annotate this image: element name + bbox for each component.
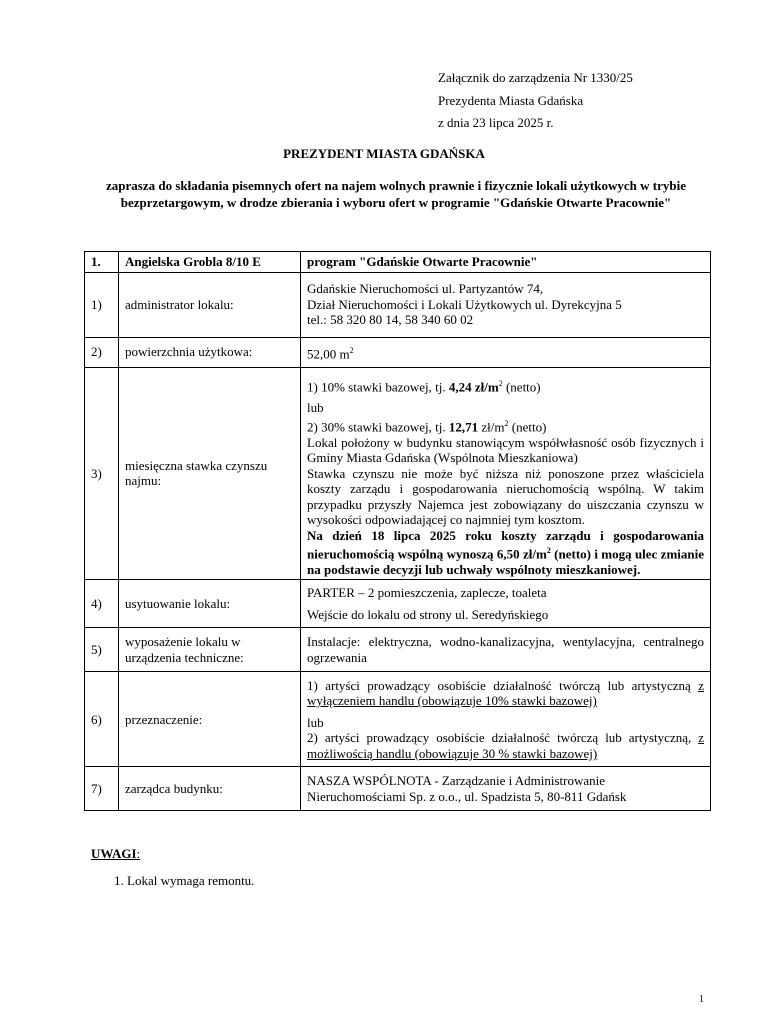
area-superscript: 2 — [349, 345, 354, 355]
table-row — [85, 367, 711, 580]
rate-option-1-text: 1) 10% stawki bazowej, tj. — [307, 378, 449, 394]
management-costs-pre: Na dzień 18 lipca 2025 roku koszty zarządu i gospodarowania nieruchomością wspólną wynoszą 6,50 zł/m — [307, 527, 704, 562]
administrator-value — [301, 272, 711, 337]
header-line-3: z dnia 23 lipca 2025 r. — [438, 115, 554, 130]
program-name: program "Gdańskie Otwarte Pracownie" — [301, 252, 711, 273]
row-label: powierzchnia użytkowa: — [119, 337, 301, 367]
building-ownership-text: Lokal położony w budynku stanowiącym współwłasność osób fizycznych i Gminy Miasta Gdańska (Wspólnota Mieszkaniowa) — [307, 434, 704, 466]
header-line-2: Prezydenta Miasta Gdańska — [438, 92, 584, 108]
rate-option-2-unit: zł/m — [478, 419, 505, 435]
row-label: zarządca budynku: — [119, 767, 301, 811]
rent-minimum-text: Stawka czynszu nie może być niższa niż ponoszone przez właściciela koszty zarządu i gospodarowania nieruchomością wspólną. W takim przypadku przyszły Najemca jest zobowiązany do uiszczania czynszu w wysokości odpowiadającej co najmniej tym kosztom. — [307, 465, 704, 528]
row-number: 2) — [85, 337, 119, 367]
purpose-option-1-text: 1) artyści prowadzący osobiście działalność twórczą lub artystyczną — [307, 677, 699, 693]
area-text: 52,00 m — [307, 345, 350, 361]
rent-rate-value — [301, 367, 711, 580]
table-row — [85, 672, 711, 767]
table-row — [85, 767, 711, 811]
purpose-value — [301, 672, 711, 767]
row-number: 3) — [85, 367, 119, 580]
rate-or: lub — [307, 400, 324, 416]
premises-number: 1. — [85, 252, 119, 273]
notes-heading — [91, 846, 140, 862]
building-manager-value: NASZA WSPÓLNOTA - Zarządzanie i Administrowanie Nieruchomościami Sp. z o.o., ul. Spadzista 5, 80-811 Gdańsk — [301, 767, 711, 811]
rate-option-2-sup: 2 — [504, 418, 509, 428]
administrator-line: tel.: 58 320 80 14, 58 340 60 02 — [307, 312, 474, 328]
attachment-header — [438, 67, 633, 135]
notes-heading-colon: : — [136, 846, 141, 861]
list-item: 1. Lokal wymaga remontu. — [114, 873, 255, 888]
purpose-option-2 — [307, 730, 704, 761]
purpose-option-2-condition: z możliwością handlu (obowiązuje 30 % stawki bazowej) — [307, 730, 704, 761]
notes-heading-text: UWAGI — [91, 846, 137, 861]
row-label: administrator lokalu: — [119, 272, 301, 337]
purpose-option-1-condition: z wyłączeniem handlu (obowiązuje 10% stawki bazowej) — [307, 677, 704, 709]
table-row — [85, 628, 711, 672]
row-label: usytuowanie lokalu: — [119, 580, 301, 628]
row-label: miesięczna stawka czynszu najmu: — [119, 367, 301, 580]
row-label: wyposażenie lokalu w urządzenia techniczne: — [119, 628, 301, 672]
administrator-line: Dział Nieruchomości i Lokali Użytkowych ul. Dyrekcyjna 5 — [307, 296, 622, 312]
rate-option-1-unit: zł/m — [471, 378, 499, 394]
purpose-or: lub — [307, 714, 324, 730]
row-number: 6) — [85, 672, 119, 767]
row-number: 7) — [85, 767, 119, 811]
row-number: 1) — [85, 272, 119, 337]
equipment-value: Instalacje: elektryczna, wodno-kanalizacyjna, wentylacyjna, centralnego ogrzewania — [301, 628, 711, 672]
rate-option-2 — [307, 416, 704, 435]
management-costs-text — [307, 528, 704, 578]
area-value — [301, 337, 711, 367]
rate-option-1-value: 4,24 — [448, 378, 472, 394]
table-row — [85, 337, 711, 367]
table-header-row — [85, 252, 711, 273]
notes-list — [114, 873, 254, 889]
management-costs-post: (netto) i mogą ulec zmianie na podstawie decyzji lub uchwały wspólnoty mieszkaniowej. — [307, 546, 705, 577]
management-costs-sup: 2 — [546, 546, 551, 556]
location-value — [301, 580, 711, 628]
table-row — [85, 272, 711, 337]
rate-option-2-post: (netto) — [508, 419, 547, 435]
purpose-option-2-text: 2) artyści prowadzący osobiście działalność twórczą lub artystyczną, — [307, 730, 699, 746]
premises-address: Angielska Grobla 8/10 E — [119, 252, 301, 273]
row-number: 4) — [85, 580, 119, 628]
premises-table — [84, 251, 711, 811]
document-title: PREZYDENT MIASTA GDAŃSKA — [283, 146, 485, 161]
intro-paragraph: zaprasza do składania pisemnych ofert na najem wolnych prawnie i fizycznie lokali użytkowych w trybie bezprzetargowym, w drodze zbierania i wyboru ofert w programie "Gdańskie Otwarte Pracownie" — [106, 178, 686, 210]
rate-option-1-post: (netto) — [502, 378, 541, 394]
rate-option-2-value: 12,71 — [448, 419, 479, 435]
rate-option-1-sup: 2 — [498, 378, 503, 388]
rate-option-1 — [307, 376, 704, 395]
header-line-1: Załącznik do zarządzenia Nr 1330/25 — [438, 70, 633, 85]
purpose-option-1 — [307, 678, 704, 709]
table-row — [85, 580, 711, 628]
location-line-2: Wejście do lokalu od strony ul. Seredyńskiego — [307, 606, 549, 622]
rate-option-2-text: 2) 30% stawki bazowej, tj. — [307, 419, 449, 435]
row-label: przeznaczenie: — [119, 672, 301, 767]
location-line-1: PARTER – 2 pomieszczenia, zaplecze, toaleta — [307, 585, 547, 601]
administrator-line: Gdańskie Nieruchomości ul. Partyzantów 74, — [307, 281, 544, 297]
row-number: 5) — [85, 628, 119, 672]
page-number: 1 — [699, 994, 704, 1005]
